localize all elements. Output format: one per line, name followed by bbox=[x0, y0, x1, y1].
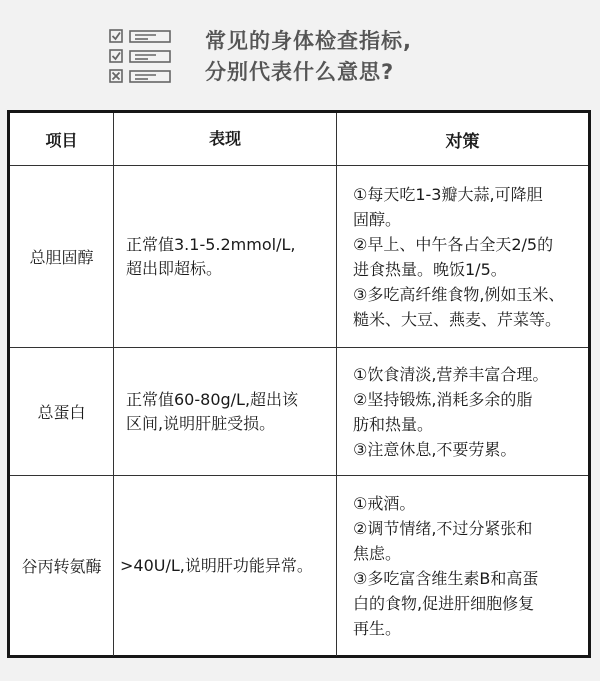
title-line-2: 分别代表什么意思? bbox=[205, 60, 395, 84]
measures-cell bbox=[337, 166, 589, 348]
item-cell: 谷丙转氨酶 bbox=[10, 476, 114, 656]
table-row bbox=[10, 348, 588, 476]
measure-line: ③多吃富含维生素B和高蛋 bbox=[353, 568, 539, 588]
measure-line: ①饮食清淡,营养丰富合理。 bbox=[353, 364, 549, 384]
table-header-row bbox=[10, 113, 588, 166]
header bbox=[0, 0, 600, 100]
performance-line: 区间,说明肝脏受损。 bbox=[126, 413, 276, 433]
measure-line: ②调节情绪,不过分紧张和 bbox=[353, 518, 533, 538]
performance-line: 正常值3.1-5.2mmol/L, bbox=[126, 234, 296, 254]
indicator-table bbox=[7, 110, 591, 658]
item-cell: 总胆固醇 bbox=[10, 166, 114, 348]
measure-line: 进食热量。晚饭1/5。 bbox=[353, 259, 507, 279]
measure-line: 糙米、大豆、燕麦、芹菜等。 bbox=[353, 309, 562, 329]
measure-line: ①戒酒。 bbox=[353, 493, 416, 513]
table-row bbox=[10, 166, 588, 348]
performance-cell bbox=[114, 348, 337, 476]
table-row bbox=[10, 476, 588, 656]
item-cell: 总蛋白 bbox=[10, 348, 114, 476]
column-header-measures: 对策 bbox=[337, 113, 589, 166]
measure-line: ③多吃高纤维食物,例如玉米、 bbox=[353, 284, 565, 304]
performance-line: 超出即超标。 bbox=[126, 258, 223, 278]
performance-line: >40U/L,说明肝功能异常。 bbox=[120, 555, 313, 575]
checklist-icon bbox=[108, 28, 174, 84]
page-title bbox=[205, 26, 412, 88]
column-header-performance: 表现 bbox=[114, 113, 337, 166]
title-line-1: 常见的身体检查指标, bbox=[205, 29, 412, 53]
measure-line: ①每天吃1-3瓣大蒜,可降胆 bbox=[353, 184, 543, 204]
performance-cell bbox=[114, 166, 337, 348]
measure-line: 再生。 bbox=[353, 618, 402, 638]
measures-cell bbox=[337, 348, 589, 476]
column-header-item: 项目 bbox=[10, 113, 114, 166]
measure-line: ③注意休息,不要劳累。 bbox=[353, 439, 517, 459]
performance-cell bbox=[114, 476, 337, 656]
performance-line: 正常值60-80g/L,超出该 bbox=[126, 389, 299, 409]
measure-line: 固醇。 bbox=[353, 209, 402, 229]
measure-line: 白的食物,促进肝细胞修复 bbox=[353, 593, 535, 613]
measures-cell bbox=[337, 476, 589, 656]
measure-line: 肪和热量。 bbox=[353, 414, 434, 434]
measure-line: ②早上、中午各占全天2/5的 bbox=[353, 234, 554, 254]
measure-line: ②坚持锻炼,消耗多余的脂 bbox=[353, 389, 533, 409]
measure-line: 焦虑。 bbox=[353, 543, 402, 563]
